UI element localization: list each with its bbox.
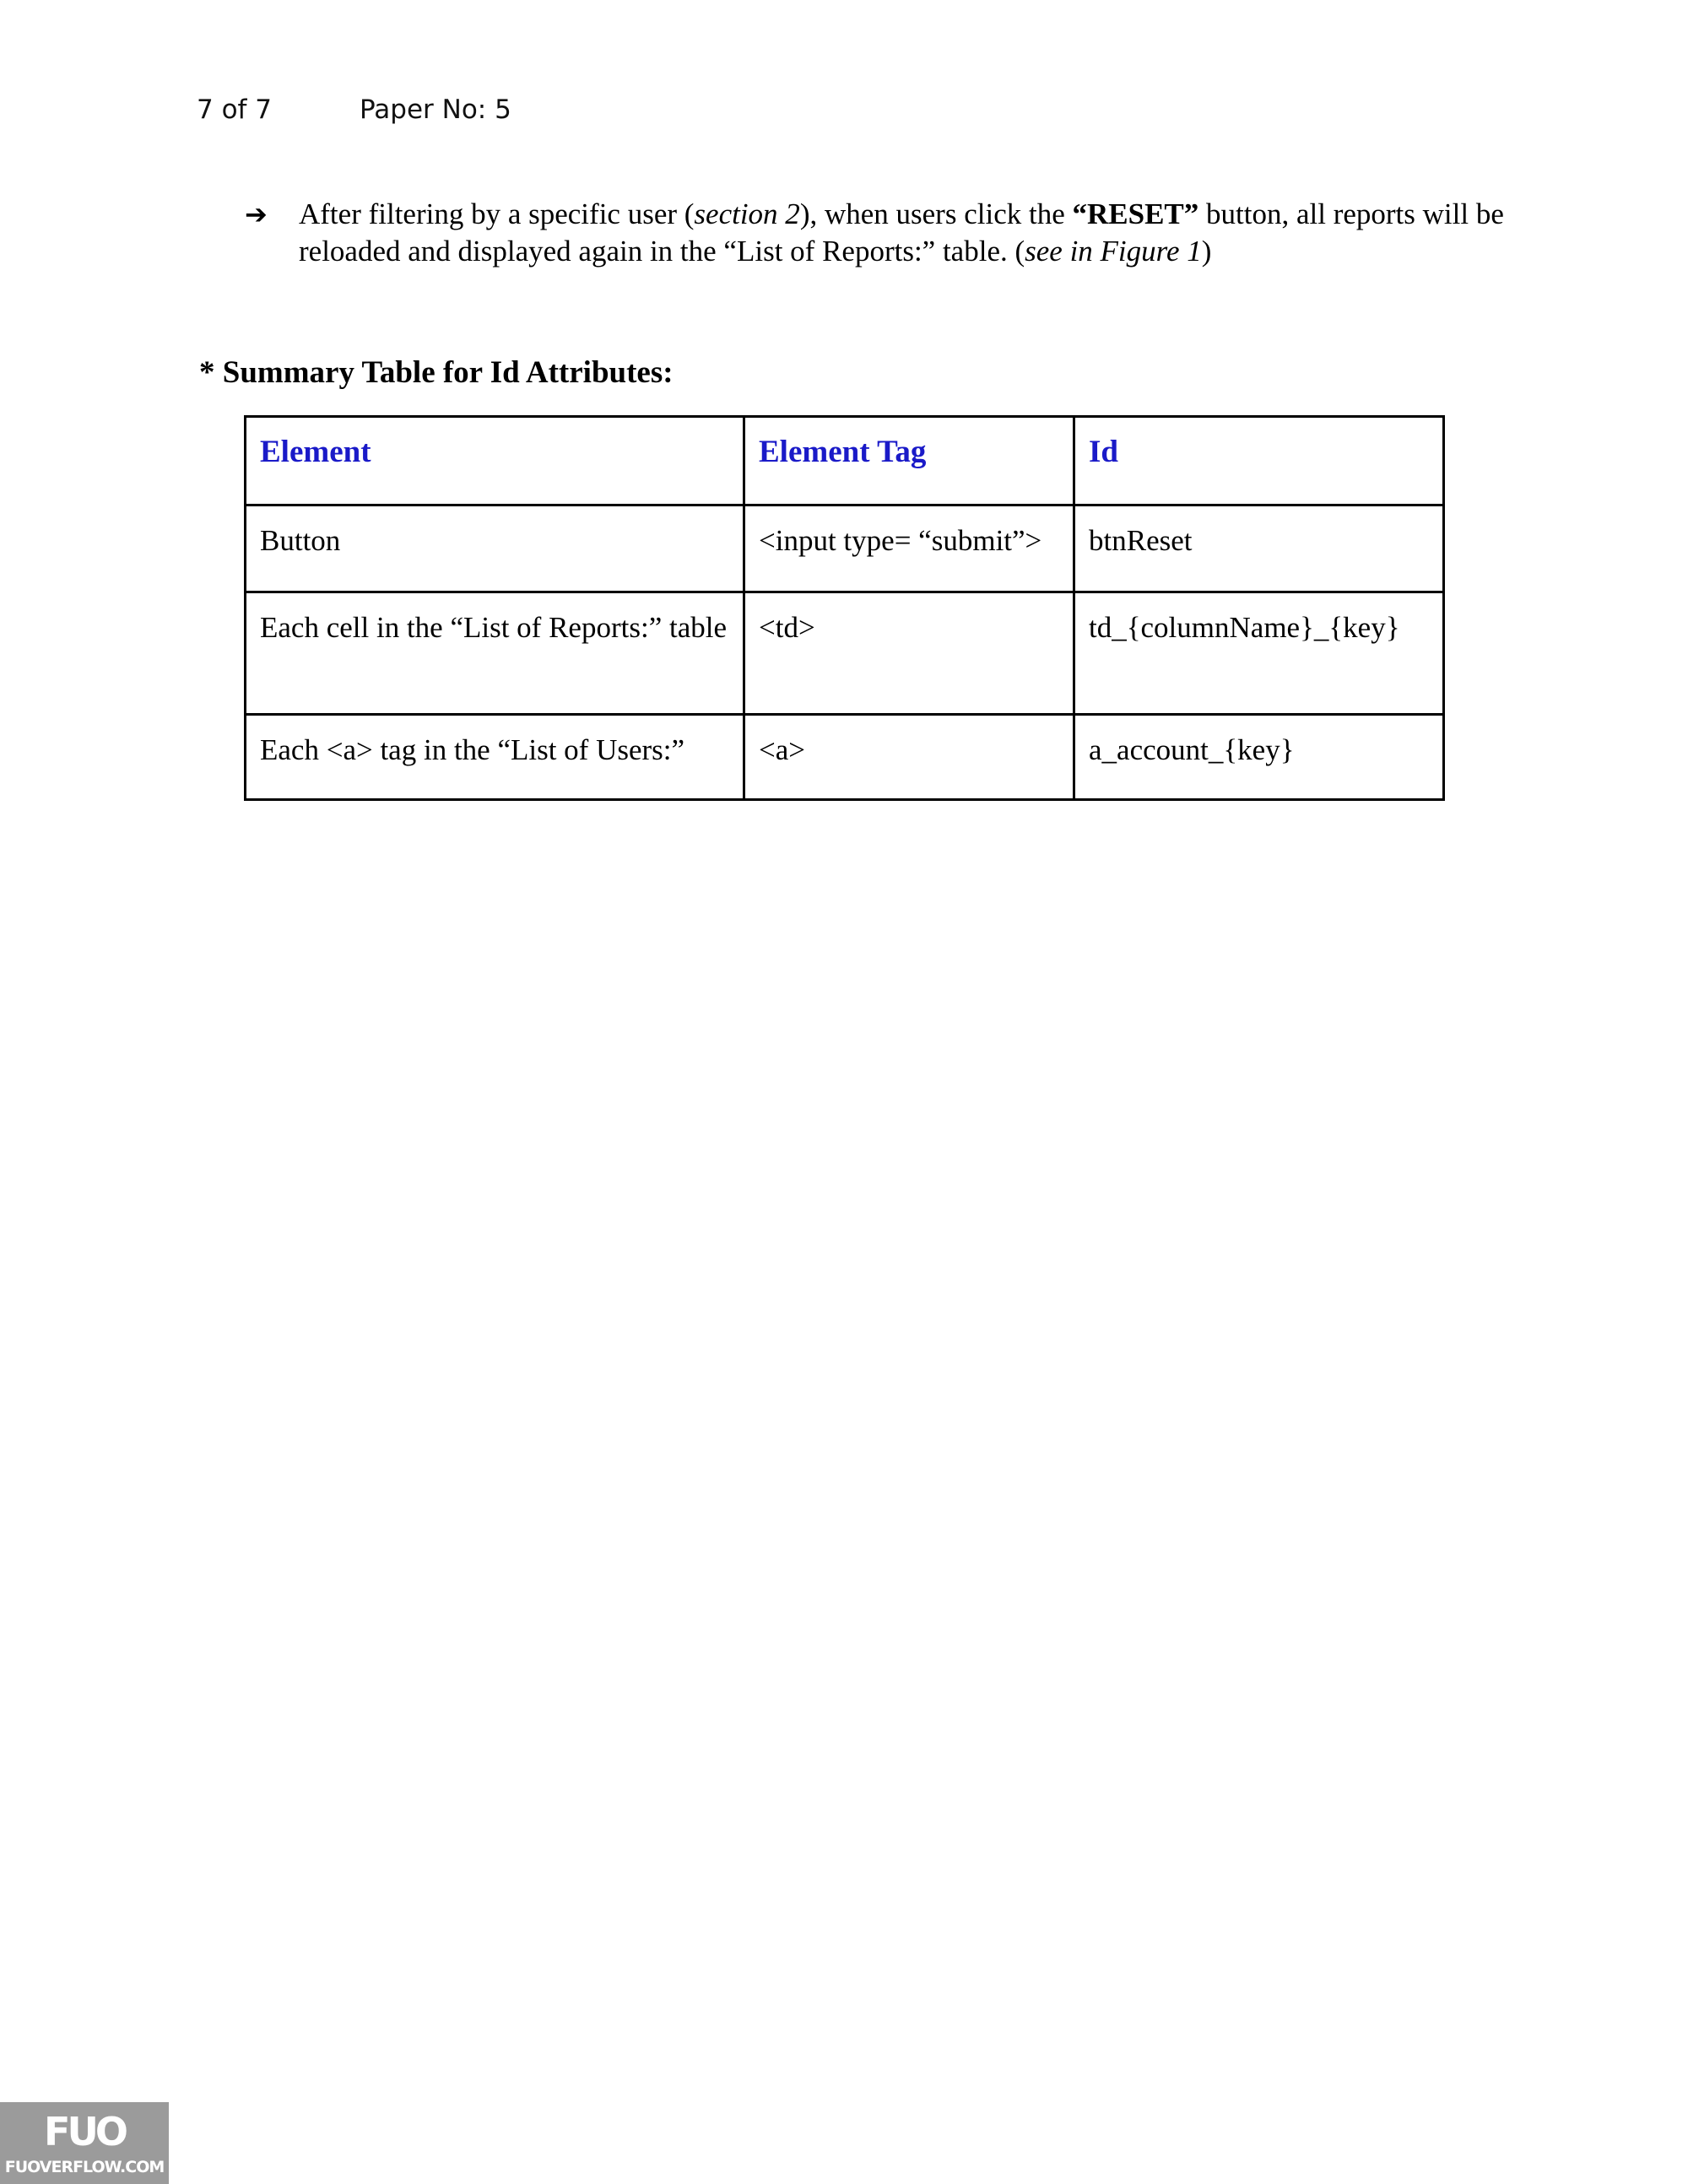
table-row bbox=[246, 715, 1444, 800]
right-arrow-icon: ➔ bbox=[245, 198, 268, 230]
table-header-row bbox=[246, 417, 1444, 505]
table-cell: td_{columnName}_{key} bbox=[1074, 592, 1444, 715]
table-cell: Button bbox=[246, 505, 744, 592]
table-cell: <input type= “submit”> bbox=[744, 505, 1074, 592]
page-header bbox=[197, 95, 511, 125]
table-row bbox=[246, 592, 1444, 715]
table-cell: <a> bbox=[744, 715, 1074, 800]
table-cell: <td> bbox=[744, 592, 1074, 715]
page-count: 7 of 7 bbox=[197, 95, 273, 125]
bullet-text: After filtering by a specific user (section 2), when users click the “RESET” button, all reports will be reloaded and displayed again in the “List of Reports:” table. (see in Figure 1) bbox=[299, 197, 1504, 268]
bullet-item bbox=[245, 196, 1511, 270]
table-cell: Each <a> tag in the “List of Users:” bbox=[246, 715, 744, 800]
summary-table bbox=[244, 415, 1445, 801]
table-cell: a_account_{key} bbox=[1074, 715, 1444, 800]
table-cell: Each cell in the “List of Reports:” table bbox=[246, 592, 744, 715]
table-row bbox=[246, 505, 1444, 592]
watermark-logo-text: FUO bbox=[44, 2109, 125, 2154]
section-heading: * Summary Table for Id Attributes: bbox=[199, 355, 674, 390]
column-header-id: Id bbox=[1074, 417, 1444, 505]
watermark-site: FUOVERFLOW.COM bbox=[4, 2158, 165, 2176]
watermark-logo bbox=[0, 2102, 169, 2184]
column-header-element-tag: Element Tag bbox=[744, 417, 1074, 505]
column-header-element: Element bbox=[246, 417, 744, 505]
paper-number: Paper No: 5 bbox=[360, 95, 511, 125]
table-cell: btnReset bbox=[1074, 505, 1444, 592]
